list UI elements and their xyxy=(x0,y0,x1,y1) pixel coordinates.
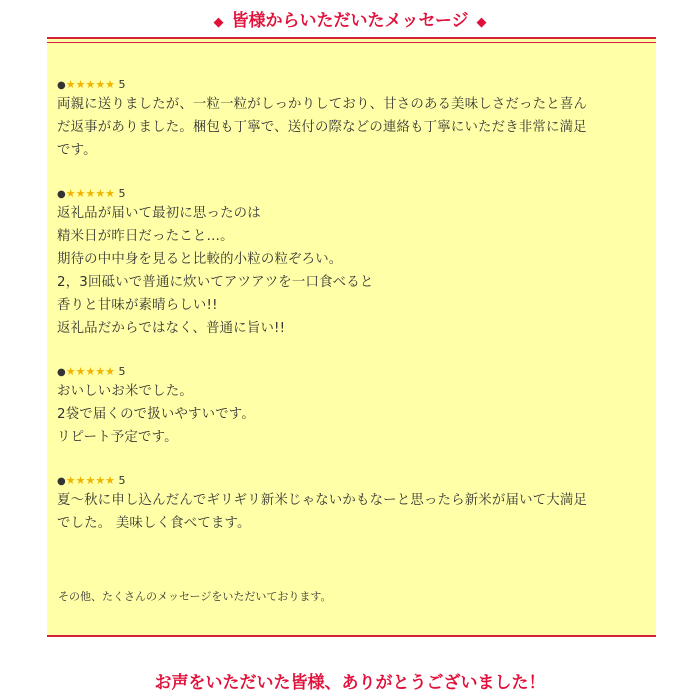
review-line: でした。 美味しく食べてます。 xyxy=(57,516,251,531)
review-list xyxy=(57,77,657,559)
review-line: だ返事がありました。梱包も丁寧で、送付の際などの連絡も丁寧にいただき非常に満足 xyxy=(57,120,587,135)
other-messages-note: その他、たくさんのメッセージをいただいております。 xyxy=(58,590,332,603)
bullet-icon: ● xyxy=(57,189,66,200)
bullet-icon: ● xyxy=(57,476,66,487)
review-line: 返礼品だからではなく、普通に旨い!! xyxy=(57,321,286,336)
review-line: 期待の中中身を見ると比較的小粒の粒ぞろい。 xyxy=(57,252,343,267)
review-text xyxy=(57,489,657,535)
bullet-icon: ● xyxy=(57,367,66,378)
review-line: 香りと甘味が素晴らしい!! xyxy=(57,298,218,313)
review-rating xyxy=(57,473,657,489)
review-item-4 xyxy=(57,473,657,535)
review-item-1 xyxy=(57,77,657,162)
review-line: 2，3回砥いで普通に炊いてアツアツを一口食べると xyxy=(57,275,374,290)
rating-score: 5 xyxy=(118,474,126,487)
diamond-icon-left: ◆ xyxy=(213,15,224,30)
rating-score: 5 xyxy=(118,365,126,378)
star-rating-icon: ★★★★★ xyxy=(65,187,116,200)
review-text xyxy=(57,202,657,340)
rating-score: 5 xyxy=(118,78,126,91)
review-line: リピート予定です。 xyxy=(57,430,178,445)
messages-panel xyxy=(47,37,656,637)
review-text xyxy=(57,93,657,162)
review-item-2 xyxy=(57,186,657,340)
section-title: 皆様からいただいたメッセージ xyxy=(231,11,469,31)
review-line: 精米日が昨日だったこと…。 xyxy=(57,229,234,244)
star-rating-icon: ★★★★★ xyxy=(65,365,116,378)
section-header xyxy=(0,10,700,34)
review-rating xyxy=(57,186,657,202)
rating-score: 5 xyxy=(118,187,126,200)
star-rating-icon: ★★★★★ xyxy=(65,474,116,487)
review-line: おいしいお米でした。 xyxy=(57,384,193,399)
thanks-message: お声をいただいた皆様、ありがとうございました！ xyxy=(154,673,546,693)
review-rating xyxy=(57,77,657,93)
review-line: 両親に送りましたが、一粒一粒がしっかりしており、甘さのある美味しさだったと喜ん xyxy=(57,97,588,112)
star-rating-icon: ★★★★★ xyxy=(65,78,116,91)
panel-top-divider xyxy=(47,42,656,43)
review-line: です。 xyxy=(57,143,97,158)
review-item-3 xyxy=(57,364,657,449)
review-line: 2袋で届くので扱いやすいです。 xyxy=(57,407,255,422)
review-rating xyxy=(57,364,657,380)
review-line: 返礼品が届いて最初に思ったのは xyxy=(57,206,261,221)
review-text xyxy=(57,380,657,449)
bullet-icon: ● xyxy=(57,80,66,91)
diamond-icon-right: ◆ xyxy=(476,15,487,30)
review-line: 夏～秋に申し込んだんでギリギリ新米じゃないかもなーと思ったら新米が届いて大満足 xyxy=(57,493,588,508)
